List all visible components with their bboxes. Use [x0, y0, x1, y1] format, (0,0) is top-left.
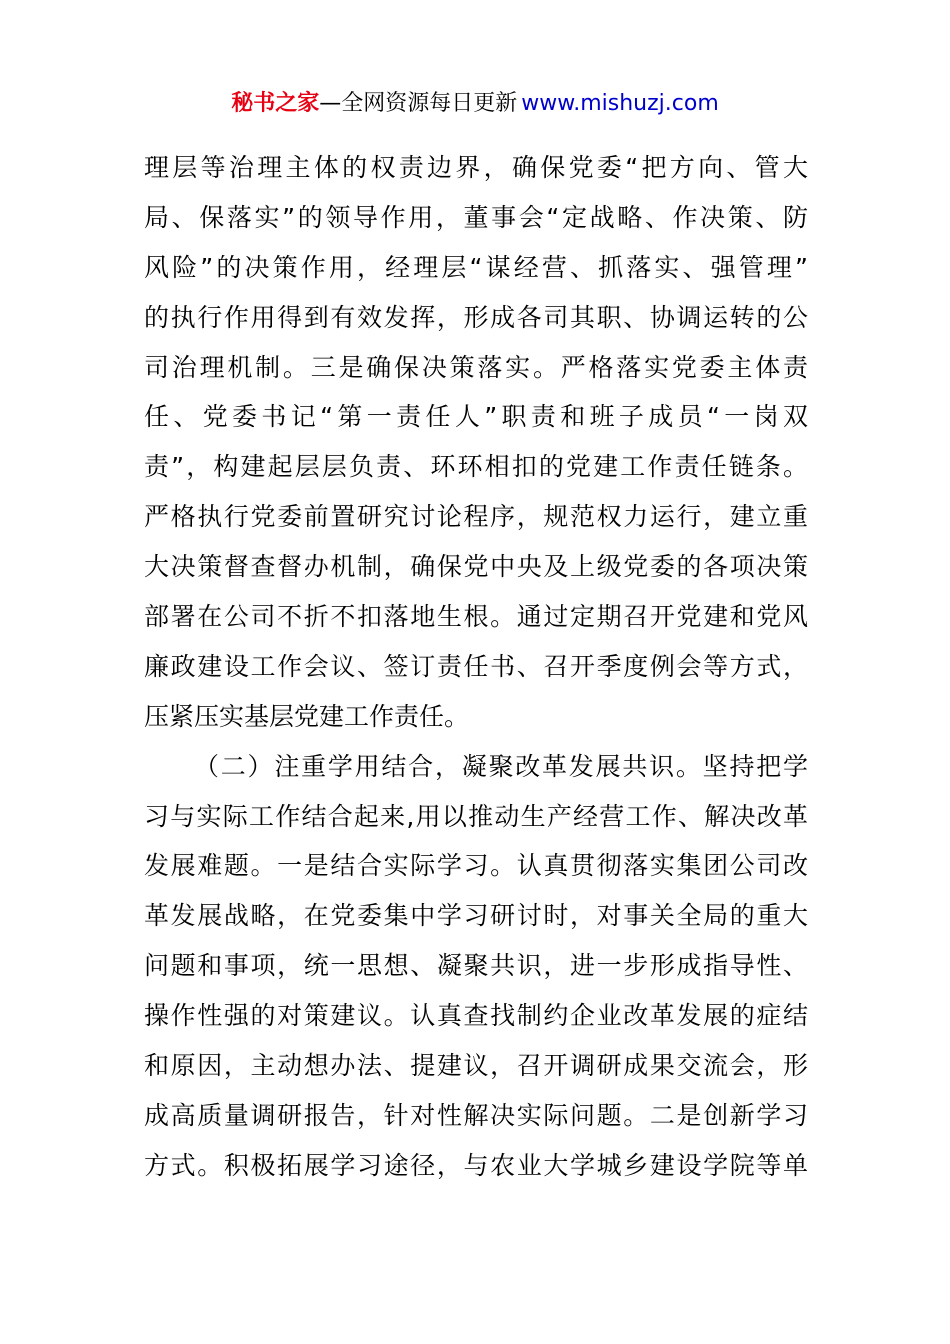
text-line: 问题和事项，统一思想、凝聚共识，进一步形成指导性、 [144, 951, 808, 981]
text-line: 操作性强的对策建议。认真查找制约企业改革发展的症结 [144, 1001, 808, 1031]
text-line: 压紧压实基层党建工作责任。 [144, 701, 470, 731]
header-tagline: —全网资源每日更新 [319, 91, 518, 116]
text-line: 严格执行党委前置研究讨论程序，规范权力运行，建立重 [144, 502, 808, 532]
text-line: 理层等治理主体的权责边界，确保党委“把方向、管大 [144, 153, 808, 182]
text-line: 成高质量调研报告，针对性解决实际问题。二是创新学习 [144, 1100, 808, 1130]
text-line: 局、保落实”的领导作用，董事会“定战略、作决策、防 [144, 202, 808, 232]
text-line: 发展难题。一是结合实际学习。认真贯彻落实集团公司改 [144, 851, 808, 881]
text-line: 责”，构建起层层负责、环环相扣的党建工作责任链条。 [144, 452, 808, 482]
text-line: 的执行作用得到有效发挥，形成各司其职、协调运转的公 [144, 302, 808, 332]
text-line: 风险”的决策作用，经理层“谋经营、抓落实、强管理” [144, 252, 808, 282]
section-heading-line: （二）注重学用结合，凝聚改革发展共识。坚持把学 [194, 751, 808, 781]
text-line: 部署在公司不折不扣落地生根。通过定期召开党建和党风 [144, 602, 808, 632]
document-body [144, 143, 808, 1191]
text-line: 习与实际工作结合起来,用以推动生产经营工作、解决改革 [144, 801, 808, 831]
text-line: 任、党委书记“第一责任人”职责和班子成员“一岗双 [144, 402, 808, 432]
text-line: 革发展战略，在党委集中学习研讨时，对事关全局的重大 [144, 901, 808, 931]
site-url-link[interactable]: www.mishuzj.com [521, 91, 719, 116]
text-line: 司治理机制。三是确保决策落实。严格落实党委主体责 [144, 352, 808, 382]
text-line: 廉政建设工作会议、签订责任书、召开季度例会等方式， [144, 651, 808, 681]
site-header [0, 86, 950, 122]
text-line: 方式。积极拓展学习途径，与农业大学城乡建设学院等单 [144, 1150, 808, 1180]
text-line: 大决策督查督办机制，确保党中央及上级党委的各项决策 [144, 552, 808, 582]
brand-name: 秘书之家 [231, 91, 320, 116]
text-line: 和原因，主动想办法、提建议，召开调研成果交流会，形 [144, 1051, 808, 1081]
